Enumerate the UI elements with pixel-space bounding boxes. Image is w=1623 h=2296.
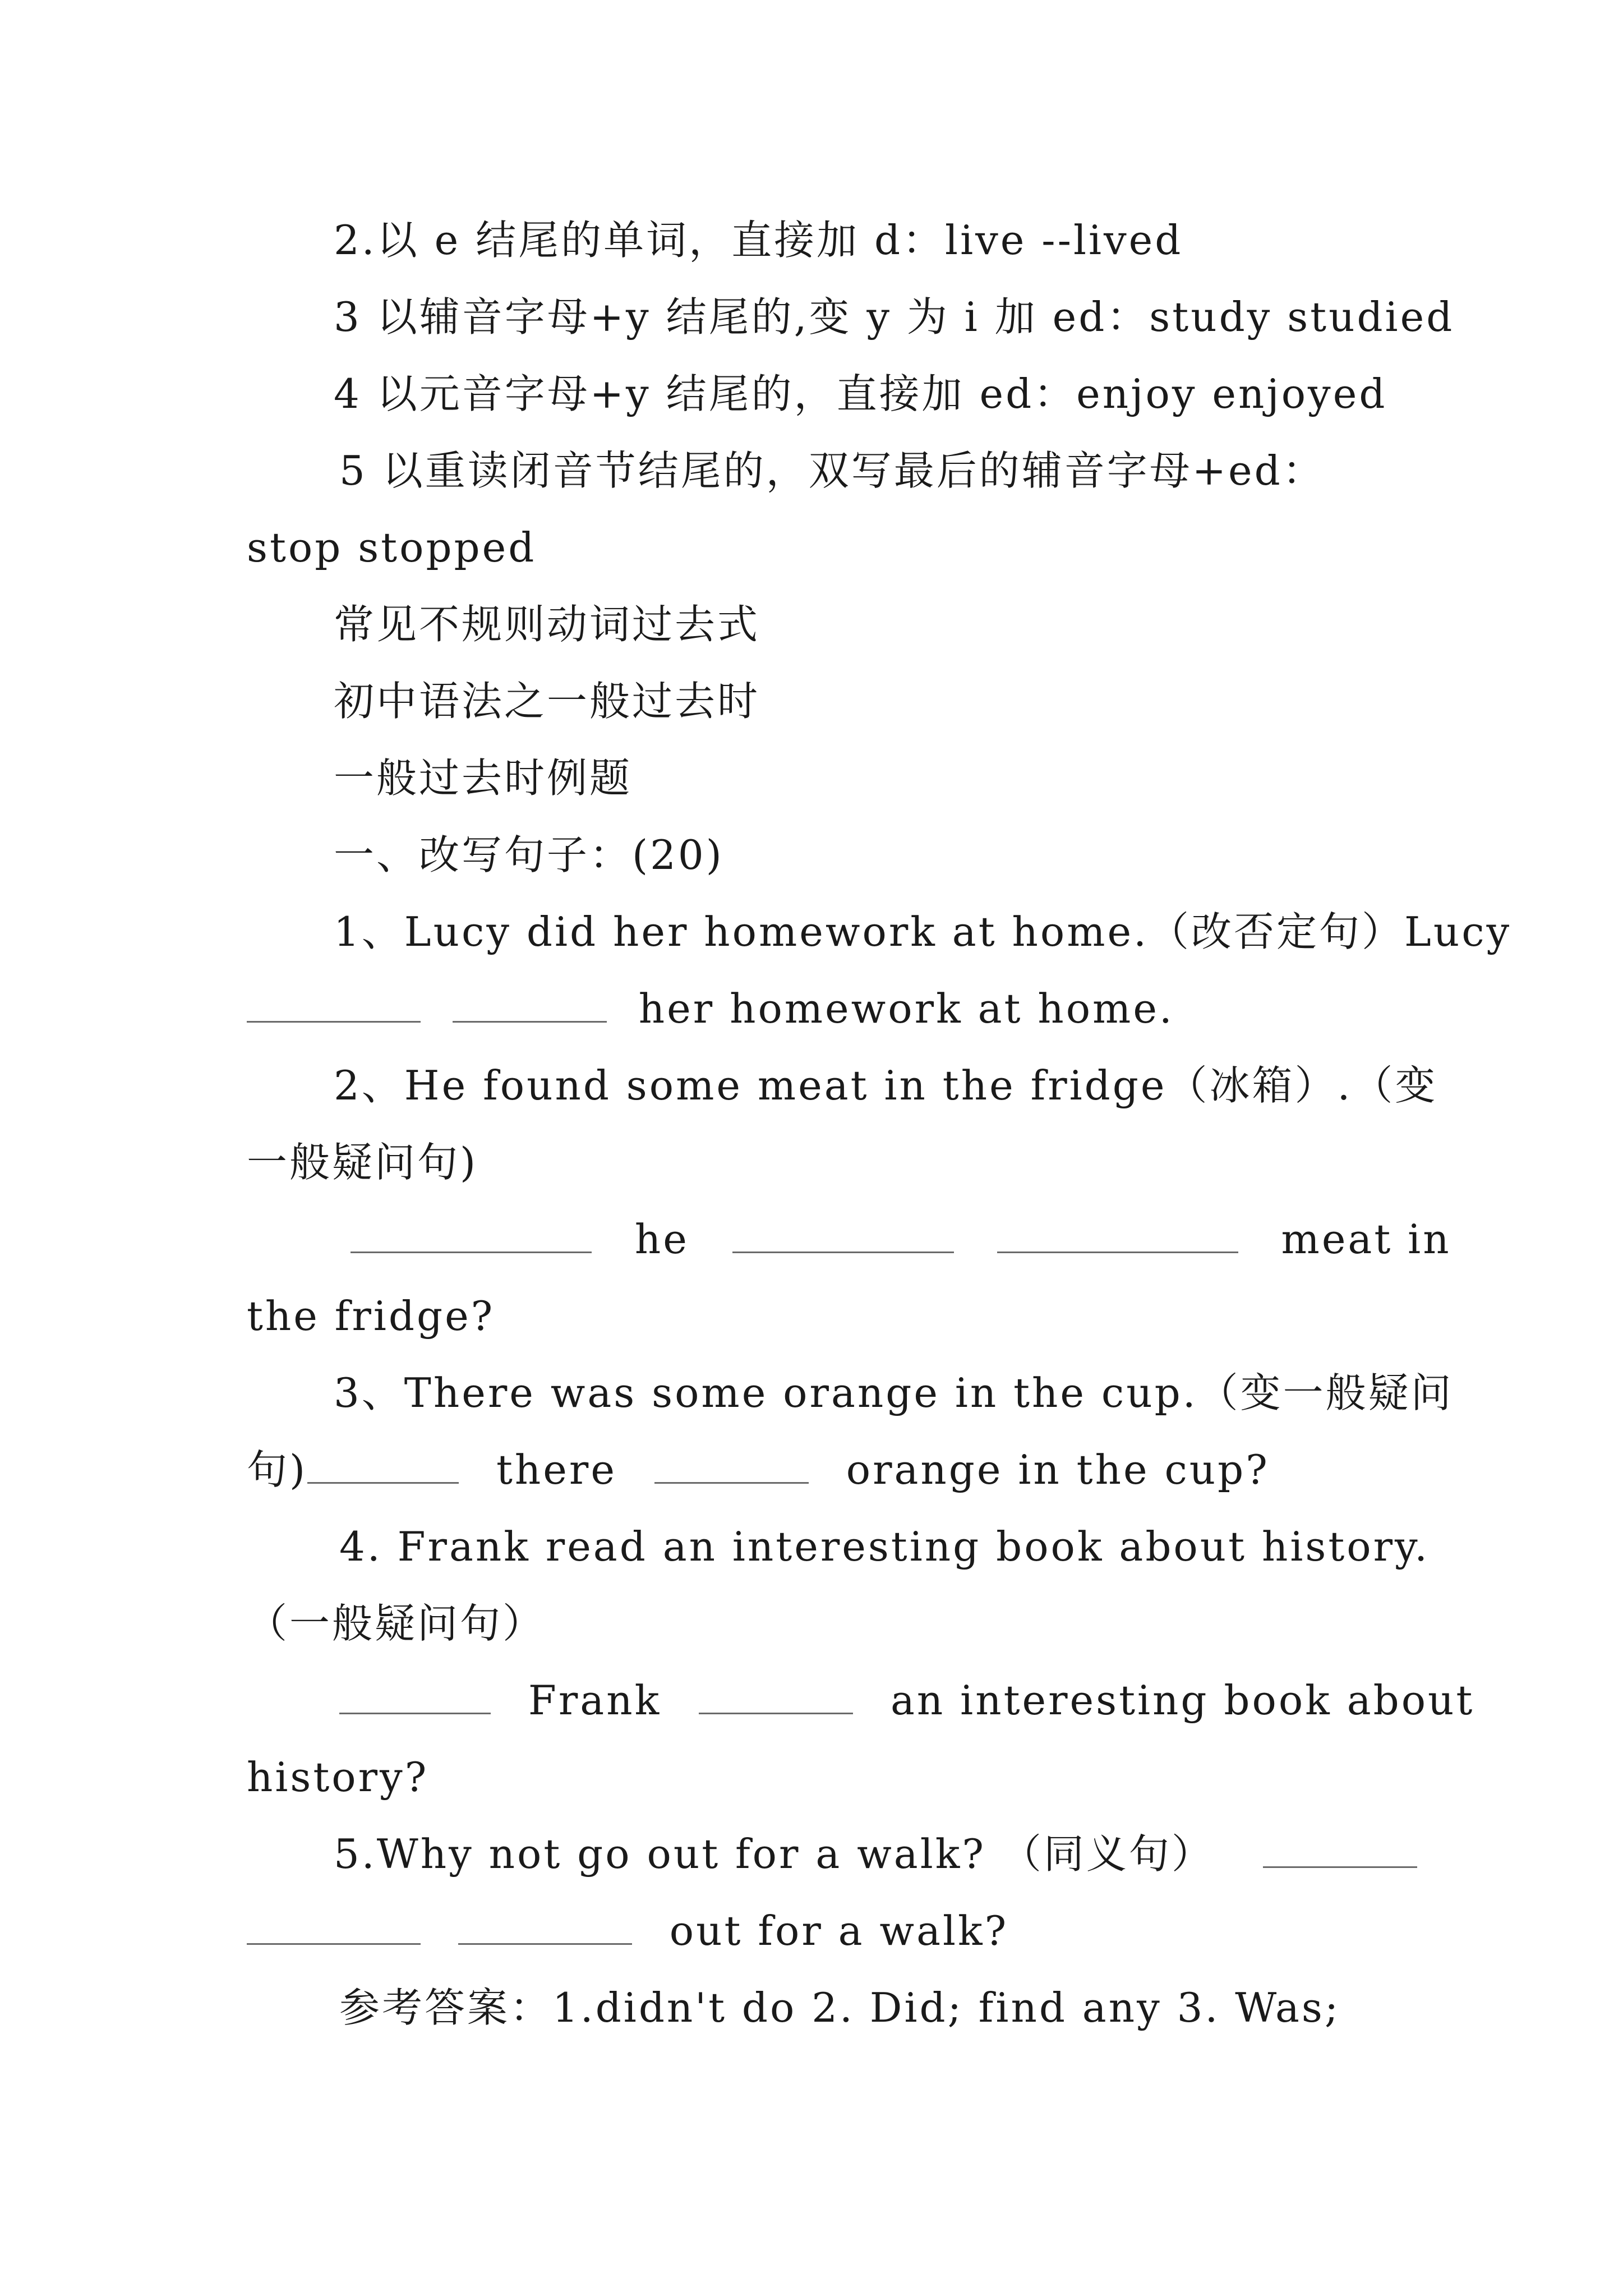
answer-blank[interactable] xyxy=(453,986,607,1023)
answer-blank[interactable] xyxy=(458,1908,632,1945)
answer-blank[interactable] xyxy=(339,1678,491,1714)
heading-examples: 一般过去时例题 xyxy=(334,754,633,802)
question-2-word: he xyxy=(634,1216,689,1263)
question-4-tail: an interesting book about xyxy=(890,1677,1475,1724)
rule-example: stop stopped xyxy=(247,524,537,571)
question-3-start: 句) xyxy=(247,1446,308,1493)
question-4-end: history? xyxy=(247,1754,429,1801)
answer-blank[interactable] xyxy=(1263,1832,1417,1868)
question-1: 1、Lucy did her homework at home.（改否定句）Lucy xyxy=(334,908,1512,955)
question-5-blanks xyxy=(247,1903,1391,1959)
answer-blank[interactable] xyxy=(247,986,421,1023)
answer-blank[interactable] xyxy=(699,1678,853,1714)
answer-blank[interactable] xyxy=(654,1447,809,1484)
rule-e-ending: 2.以 e 结尾的单词，直接加 d：live --lived xyxy=(334,217,1183,264)
heading-irregular-verbs: 常见不规则动词过去式 xyxy=(334,601,760,648)
rule-vowel-y: 4 以元音字母+y 结尾的，直接加 ed：enjoy enjoyed xyxy=(334,370,1387,417)
answer-blank[interactable] xyxy=(247,1908,421,1945)
question-3-tail: orange in the cup? xyxy=(846,1446,1270,1493)
rule-closed-syllable: 5 以重读闭音节结尾的，双写最后的辅音字母+ed： xyxy=(339,447,1325,494)
question-2-blanks xyxy=(351,1211,1495,1267)
answer-blank[interactable] xyxy=(351,1217,592,1253)
question-2: 2、He found some meat in the fridge（冰箱）.（变 xyxy=(334,1062,1438,1109)
question-4-word: Frank xyxy=(528,1677,662,1724)
question-2-continued: 一般疑问句) xyxy=(247,1139,478,1186)
question-4-blanks xyxy=(339,1672,1483,1728)
answer-blank[interactable] xyxy=(307,1447,459,1484)
question-5-text: 5.Why not go out for a walk? （同义句） xyxy=(334,1830,1214,1878)
question-4-continued: （一般疑问句） xyxy=(247,1600,546,1647)
answer-key: 参考答案：1.didn't do 2. Did; find any 3. Was; xyxy=(339,1984,1341,2031)
answer-blank[interactable] xyxy=(997,1217,1238,1253)
question-3-blanks xyxy=(247,1442,1391,1498)
question-2-tail: meat in xyxy=(1281,1216,1451,1263)
question-4: 4. Frank read an interesting book about history. xyxy=(339,1523,1430,1570)
question-5-tail: out for a walk? xyxy=(669,1907,1009,1954)
question-3: 3、There was some orange in the cup.（变一般疑问 xyxy=(334,1369,1454,1416)
question-1-blanks xyxy=(247,981,1391,1037)
question-5 xyxy=(334,1826,1478,1882)
rule-consonant-y: 3 以辅音字母+y 结尾的,变 y 为 i 加 ed：study studied xyxy=(334,293,1455,341)
question-2-end: the fridge? xyxy=(247,1292,495,1340)
section-rewrite: 一、改写句子：(20) xyxy=(334,831,724,878)
answer-blank[interactable] xyxy=(732,1217,954,1253)
question-3-word: there xyxy=(496,1446,617,1493)
question-1-tail: her homework at home. xyxy=(638,985,1174,1032)
heading-grammar: 初中语法之一般过去时 xyxy=(334,678,760,725)
